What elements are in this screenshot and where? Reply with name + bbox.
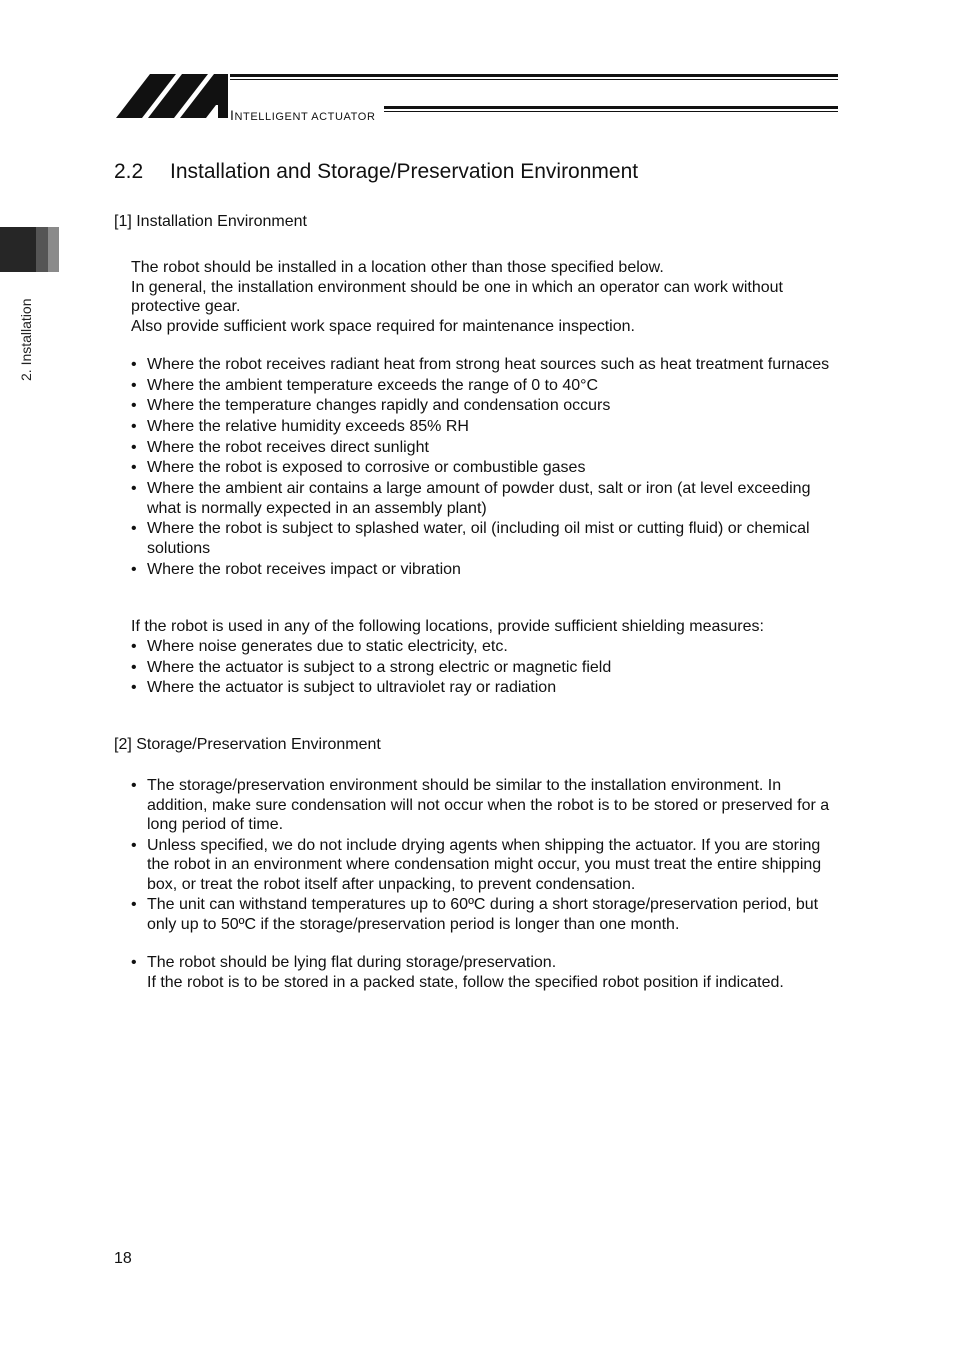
brand-wordmark: INTELLIGENT ACTUATOR: [230, 107, 376, 123]
installation-heading: [1] Installation Environment: [114, 213, 307, 230]
section-title: [114, 160, 638, 184]
chapter-tab-mid: [36, 227, 48, 272]
list-item: • Where the ambient temperature exceeds the range of 0 to 40°C: [131, 376, 843, 396]
list-item: • Where the robot receives impact or vibration: [131, 560, 843, 580]
intro-line: Also provide sufficient work space required for maintenance inspection.: [131, 317, 635, 335]
chapter-tab-light: [48, 227, 59, 272]
shielding-intro: If the robot is used in any of the following locations, provide sufficient shielding measures:: [131, 618, 764, 635]
section-number: 2.2: [114, 160, 144, 183]
list-item: • Where the robot receives direct sunlight: [131, 438, 843, 458]
list-item: • Where the actuator is subject to a strong electric or magnetic field: [131, 658, 843, 678]
list-item: [131, 953, 843, 992]
list-item: • Where the temperature changes rapidly and condensation occurs: [131, 396, 843, 416]
list-item: • Where noise generates due to static electricity, etc.: [131, 637, 843, 657]
flat-item-text: • The robot should be lying flat during storage/preservation.: [147, 954, 557, 971]
list-item: • Where the ambient air contains a large amount of powder dust, salt or iron (at level exceeding what is normally expected in an assembly plant): [131, 479, 843, 518]
storage-flat-list: [131, 953, 843, 993]
list-item: • Where the actuator is subject to ultraviolet ray or radiation: [131, 678, 843, 698]
chapter-label: 2. Installation: [18, 298, 34, 381]
chapter-tab-dark: [0, 227, 36, 272]
storage-heading: [2] Storage/Preservation Environment: [114, 736, 381, 753]
list-item: • Where the relative humidity exceeds 85% RH: [131, 417, 843, 437]
flat-item-note: If the robot is to be stored in a packed state, follow the specified robot position if indicated.: [147, 973, 784, 991]
list-item: • Where the robot is exposed to corrosive or combustible gases: [131, 458, 843, 478]
section-title-text: Installation and Storage/Preservation Environment: [170, 160, 639, 183]
list-item: • Where the robot is subject to splashed water, oil (including oil mist or cutting fluid) or chemical solutions: [131, 519, 843, 558]
list-item: • Unless specified, we do not include drying agents when shipping the actuator. If you are storing the robot in an environment where condensation might occur, you must treat the entire shipping box, or treat the robot itself after unpacking, to prevent condensation.: [131, 836, 843, 895]
list-item: • The unit can withstand temperatures up to 60ºC during a short storage/preservation period, but only up to 50ºC if the storage/preservation period is longer than one month.: [131, 895, 843, 934]
storage-list: [131, 776, 843, 936]
installation-intro: [131, 258, 843, 336]
page-number: 18: [114, 1250, 132, 1267]
iai-logo: [116, 70, 838, 122]
list-item: • Where the robot receives radiant heat from strong heat sources such as heat treatment furnaces: [131, 355, 843, 375]
shielding-list: [131, 637, 843, 699]
intro-line: The robot should be installed in a location other than those specified below.: [131, 259, 664, 276]
installation-conditions-list: [131, 355, 843, 580]
list-item: • The storage/preservation environment should be similar to the installation environment. In addition, make sure condensation will not occur when the robot is to be stored or preserved for a long period of time.: [131, 776, 843, 835]
intro-line: In general, the installation environment should be one in which an operator can work without protective gear.: [131, 278, 783, 315]
